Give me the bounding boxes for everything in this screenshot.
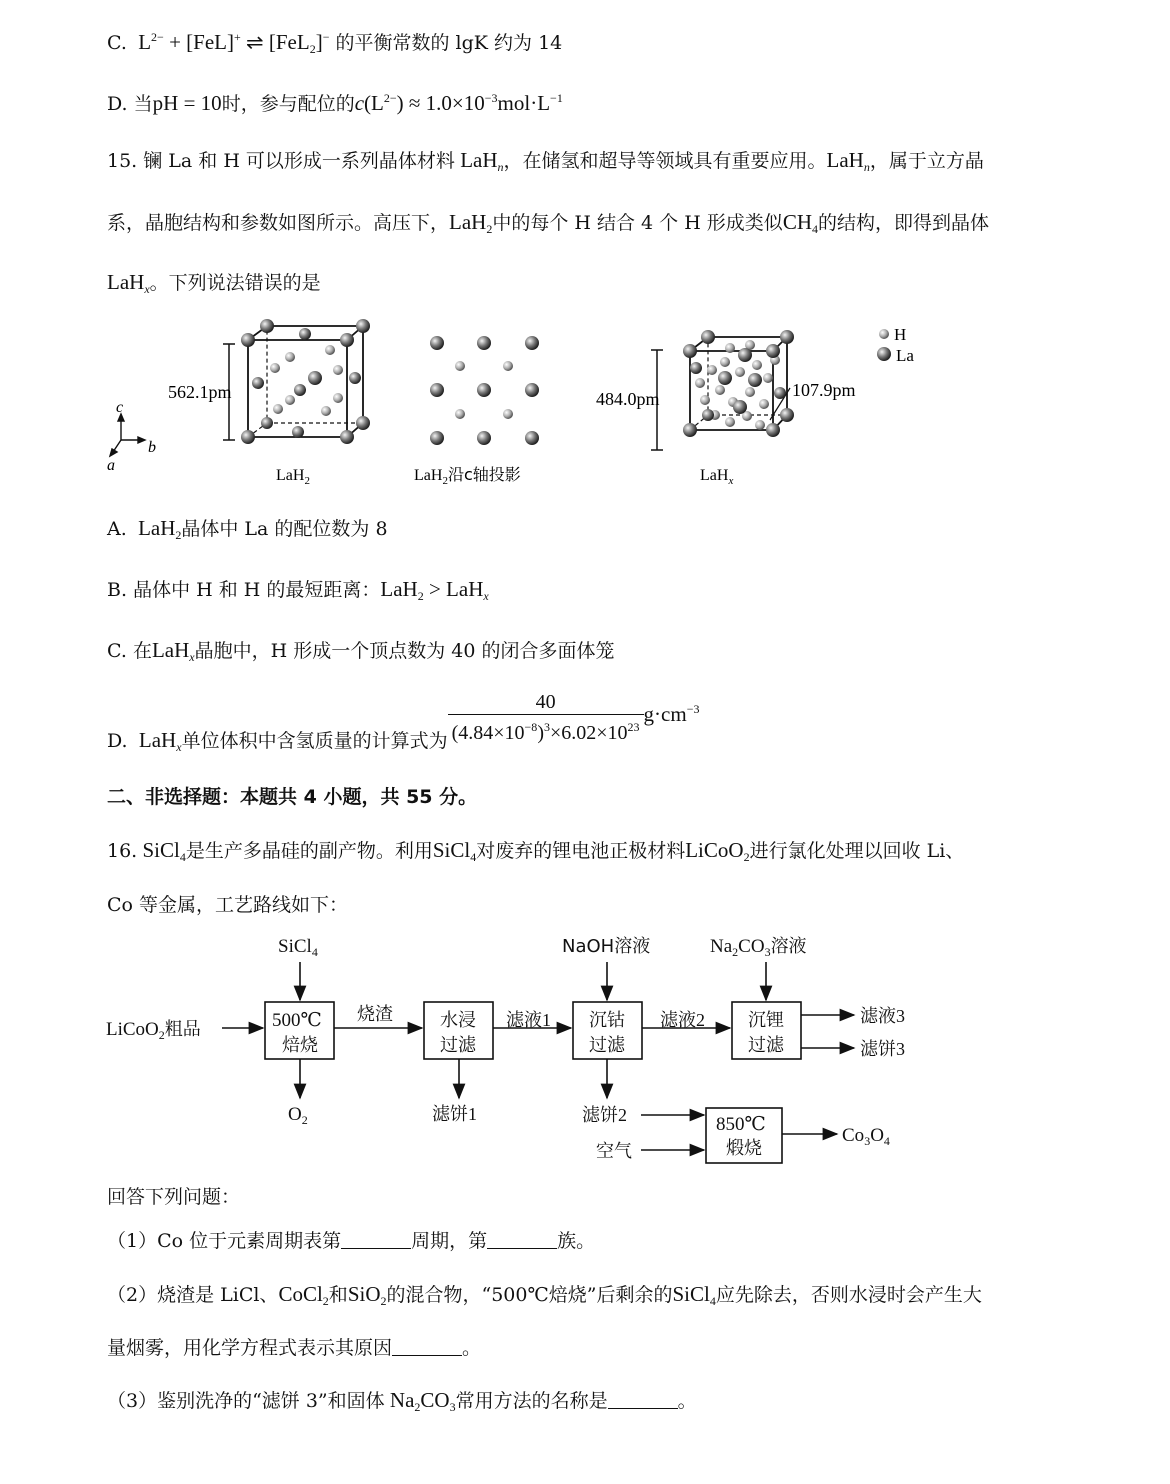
- caption-lahx: LaH$_x$: [700, 467, 734, 487]
- answer-text: 。: [677, 1390, 697, 1412]
- blank-period[interactable]: [341, 1230, 411, 1249]
- answer-text: （2）烧渣是 LiCl、: [107, 1284, 279, 1306]
- box4-line1: 沉锂: [748, 1010, 784, 1030]
- q16-text: 是生产多晶硅的副产物。利用: [185, 840, 433, 862]
- answer-text: 的混合物，“500℃焙烧”后剩余的: [386, 1284, 673, 1306]
- equilibrium-equation: $L^{2-} + [FeL]^+$ ⇌ [FeL$_2$]−: [132, 30, 330, 56]
- answer-text: 。: [462, 1337, 482, 1359]
- q16-line1: [107, 838, 964, 869]
- formula-lah2: LaH$_2$: [449, 210, 493, 236]
- q16-text: 对废弃的锂电池正极材料: [476, 840, 686, 862]
- option-label: D.: [107, 729, 128, 752]
- option-15b: [107, 577, 489, 608]
- option-text: 单位体积中含氢质量的计算式为: [181, 729, 448, 752]
- flow-cake3: 滤饼3: [860, 1039, 905, 1059]
- q15-text: 的结构，即得到晶体: [818, 212, 990, 234]
- fraction-numerator: 40: [535, 691, 556, 713]
- answer-text: 族。: [557, 1230, 596, 1252]
- axes-icon: [110, 414, 145, 456]
- blank-method[interactable]: [608, 1390, 678, 1409]
- caption-projection: LaH$_2$沿c轴投影: [414, 465, 521, 487]
- answer-2-line2: [107, 1336, 481, 1360]
- flow-slag: 烧渣: [357, 1004, 393, 1024]
- flow-naoh: NaOH溶液: [562, 936, 651, 957]
- formula-ch4: $CH_4$: [782, 210, 818, 236]
- option-15c: [107, 638, 615, 669]
- answer-text: （1）Co 位于元素周期表第: [107, 1230, 342, 1252]
- q15-text: 系，晶胞结构和参数如图所示。高压下，: [107, 212, 450, 234]
- flow-labels: [106, 936, 905, 1161]
- box4-line2: 过滤: [748, 1035, 784, 1055]
- option-15d: [107, 690, 699, 760]
- q15-line2: [107, 210, 989, 241]
- formula-sio2: SiO$_2$: [347, 1282, 387, 1308]
- formula-lahn: LaH$_n$: [826, 148, 870, 174]
- answer-text: 周期，第: [411, 1230, 488, 1252]
- option-14c: [107, 25, 562, 61]
- formula-sicl4: SiCl$_4$: [672, 1282, 716, 1308]
- crystal-figure: [0, 310, 1170, 500]
- option-label: C.: [107, 640, 127, 662]
- flow-licoo2: LiCoO$_2$粗品: [106, 1019, 201, 1042]
- option-text: 晶胞中，H 形成一个顶点数为 40 的闭合多面体笼: [194, 640, 615, 662]
- fraction-denominator: $(4.84\times 10^{-8})^3\times 6.02\times 10^{23}$: [451, 720, 640, 744]
- legend-la: La: [896, 346, 914, 365]
- dim-hh: 107.9pm: [792, 380, 856, 400]
- caption-lah2: LaH$_2$: [276, 467, 310, 487]
- option-text: 时，参与配位的: [221, 93, 355, 115]
- option-14d: [107, 86, 563, 116]
- legend-h: H: [894, 325, 907, 344]
- option-text: 的平衡常数的 lgK 约为 14: [335, 32, 563, 54]
- axis-a-label: a: [107, 457, 115, 474]
- legend: [877, 325, 914, 365]
- flow-air: 空气: [596, 1141, 632, 1161]
- flow-o2: $O_2$: [288, 1104, 308, 1127]
- q15-text: 15. 镧 La 和 H 可以形成一系列晶体材料: [107, 150, 455, 172]
- formula-na2co3: $Na_2CO_3$: [384, 1388, 456, 1414]
- formula-lahn: LaH$_n$: [454, 148, 504, 174]
- answer-3: [107, 1388, 697, 1419]
- answer-1: [107, 1229, 595, 1253]
- box3-line2: 过滤: [589, 1035, 625, 1055]
- box3-line1: 沉钴: [589, 1010, 625, 1030]
- q15-text: 。下列说法错误的是: [149, 272, 321, 294]
- option-text: 在: [132, 640, 152, 662]
- q15-text: ，在储氢和超导等领域具有重要应用。: [503, 150, 827, 172]
- option-text: 晶体中 H 和 H 的最短距离：: [133, 579, 381, 601]
- option-15a: [107, 516, 388, 547]
- lah2-projection: [430, 336, 539, 445]
- q16-line2: Co 等金属，工艺路线如下：: [107, 894, 349, 916]
- concentration-expression: $c(L^{2-}) \approx 1.0\times 10^{-3}mol\cdot L^{-1}$: [354, 91, 563, 115]
- blank-group[interactable]: [487, 1230, 557, 1249]
- axis-b-label: b: [148, 439, 156, 456]
- q16-text: 进行氯化处理以回收 Li、: [749, 840, 965, 862]
- formula-cocl2: CoCl$_2$: [278, 1282, 329, 1308]
- formula-sicl4: SiCl$_4$: [432, 838, 477, 864]
- q15-text: ，属于立方晶: [869, 150, 984, 172]
- comparison-expression: LaH$_2$ > LaH$_x$: [380, 577, 489, 603]
- answer-text: 应先除去，否则水浸时会产生大: [715, 1284, 982, 1306]
- unit: $g\cdot cm^{-3}$: [643, 701, 700, 726]
- flow-filtrate2: 滤液2: [660, 1010, 705, 1030]
- formula-lahx: LaH$_x$: [151, 638, 195, 664]
- flow-cake1: 滤饼1: [432, 1104, 477, 1124]
- ph-expression: pH = 10: [152, 91, 222, 115]
- option-label: C.: [107, 32, 127, 54]
- section-heading: 二、非选择题：本题共 4 小题，共 55 分。: [107, 786, 478, 808]
- option-label: B.: [107, 579, 128, 601]
- option-text: 晶体中 La 的配位数为 8: [181, 518, 388, 540]
- answer-text: 常用方法的名称是: [455, 1390, 608, 1412]
- answer-text: 和: [328, 1284, 348, 1306]
- box1-line2: 焙烧: [282, 1035, 318, 1055]
- flow-filtrate1: 滤液1: [506, 1010, 551, 1030]
- q15-text: 中的每个 H 结合 4 个 H 形成类似: [492, 212, 783, 234]
- formula-lah2: LaH$_2$: [132, 516, 182, 542]
- density-fraction: [448, 690, 644, 745]
- answer-text: （3）鉴别洗净的“滤饼 3”和固体: [107, 1390, 385, 1412]
- flow-sicl4: SiCl$_4$: [278, 936, 318, 959]
- box2-line2: 过滤: [440, 1035, 476, 1055]
- q15-line1: [107, 148, 984, 179]
- formula-licoo2: LiCoO$_2$: [685, 838, 750, 864]
- blank-equation[interactable]: [392, 1337, 462, 1356]
- option-label: D.: [107, 93, 128, 115]
- formula-sicl4: SiCl$_4$: [137, 838, 186, 864]
- flow-co3o4: $Co_3O_4$: [842, 1125, 890, 1148]
- box2-line1: 水浸: [440, 1010, 476, 1030]
- box1-line1: 500℃: [272, 1010, 322, 1031]
- answer-2-line1: [107, 1282, 982, 1313]
- q15-line3: [107, 270, 321, 301]
- option-label: A.: [107, 518, 127, 540]
- box5-line1: 850℃: [716, 1114, 766, 1135]
- dim-lahx: 484.0pm: [596, 389, 660, 409]
- flow-filtrate3: 滤液3: [860, 1006, 905, 1026]
- answer-text: 量烟雾，用化学方程式表示其原因: [107, 1337, 393, 1359]
- box5-line2: 煅烧: [726, 1138, 762, 1158]
- lahx-atoms: [683, 330, 794, 437]
- dim-lah2: 562.1pm: [168, 382, 232, 402]
- q16-text: 16.: [107, 840, 138, 862]
- option-text: 当: [133, 93, 153, 115]
- answers-intro: 回答下列问题：: [107, 1186, 241, 1208]
- flow-na2co3: $Na_2CO_3$溶液: [710, 936, 807, 959]
- axis-c-label: c: [116, 399, 124, 416]
- flow-cake2: 滤饼2: [582, 1105, 627, 1125]
- formula-lahx: LaH$_x$: [133, 727, 182, 754]
- formula-lahx: LaH$_x$: [107, 270, 150, 296]
- lah2-atoms: [241, 319, 370, 444]
- process-flowchart: [0, 925, 1170, 1170]
